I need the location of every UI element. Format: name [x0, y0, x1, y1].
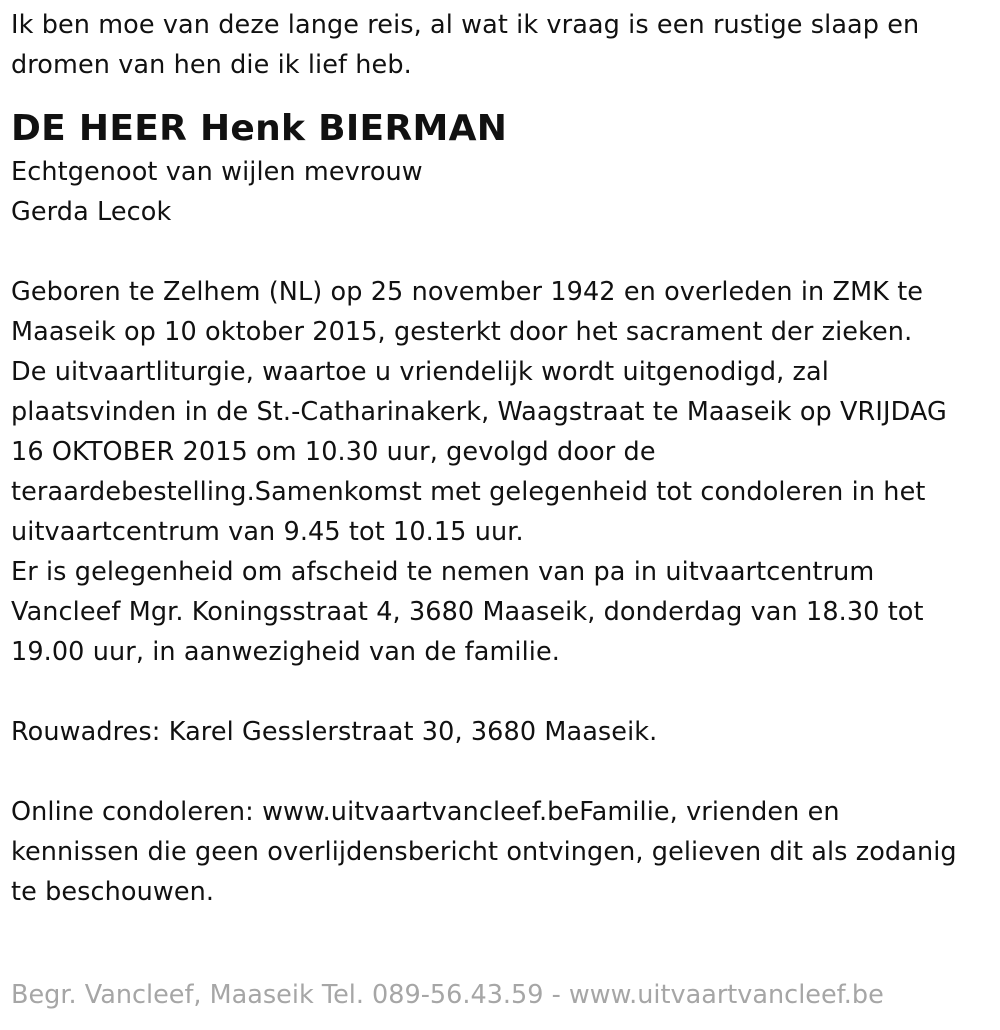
obituary-notice — [11, 0, 991, 912]
spouse-line: Echtgenoot van wijlen mevrouw — [11, 157, 423, 187]
funeral-home-footer: Begr. Vancleef, Maaseik Tel. 089-56.43.59 - www.uitvaartvancleef.be — [11, 980, 884, 1010]
details-line: 16 OKTOBER 2015 om 10.30 uur, gevolgd door de — [11, 437, 656, 467]
online-line: kennissen die geen overlijdensbericht ontvingen, gelieven dit als zodanig — [11, 837, 957, 867]
details-line: De uitvaartliturgie, waartoe u vriendelijk wordt uitgenodigd, zal — [11, 357, 829, 387]
online-condolence-paragraph — [11, 792, 991, 912]
details-line: Er is gelegenheid om afscheid te nemen van pa in uitvaartcentrum — [11, 557, 875, 587]
online-line: te beschouwen. — [11, 877, 215, 907]
details-line: teraardebestelling.Samenkomst met gelegenheid tot condoleren in het — [11, 477, 926, 507]
online-line: Online condoleren: www.uitvaartvancleef.beFamilie, vrienden en — [11, 797, 840, 827]
spacer — [11, 752, 991, 792]
intro-line: Ik ben moe van deze lange reis, al wat ik vraag is een rustige slaap en — [11, 10, 920, 40]
spacer — [11, 232, 991, 272]
intro-quote — [11, 5, 991, 85]
details-line: uitvaartcentrum van 9.45 tot 10.15 uur. — [11, 517, 524, 547]
spouse-info — [11, 152, 991, 232]
intro-line: dromen van hen die ik lief heb. — [11, 50, 412, 80]
details-line: Vancleef Mgr. Koningsstraat 4, 3680 Maaseik, donderdag van 18.30 tot — [11, 597, 924, 627]
deceased-name: DE HEER Henk BIERMAN — [11, 108, 508, 149]
details-line: Maaseik op 10 oktober 2015, gesterkt door het sacrament der zieken. — [11, 317, 913, 347]
details-line: plaatsvinden in de St.-Catharinakerk, Waagstraat te Maaseik op VRIJDAG — [11, 397, 947, 427]
details-line: 19.00 uur, in aanwezigheid van de familie. — [11, 637, 560, 667]
details-paragraph — [11, 272, 991, 672]
spacer — [11, 672, 991, 712]
mourning-address: Rouwadres: Karel Gesslerstraat 30, 3680 Maaseik. — [11, 717, 658, 747]
details-line: Geboren te Zelhem (NL) op 25 november 1942 en overleden in ZMK te — [11, 277, 924, 307]
spouse-line: Gerda Lecok — [11, 197, 172, 227]
